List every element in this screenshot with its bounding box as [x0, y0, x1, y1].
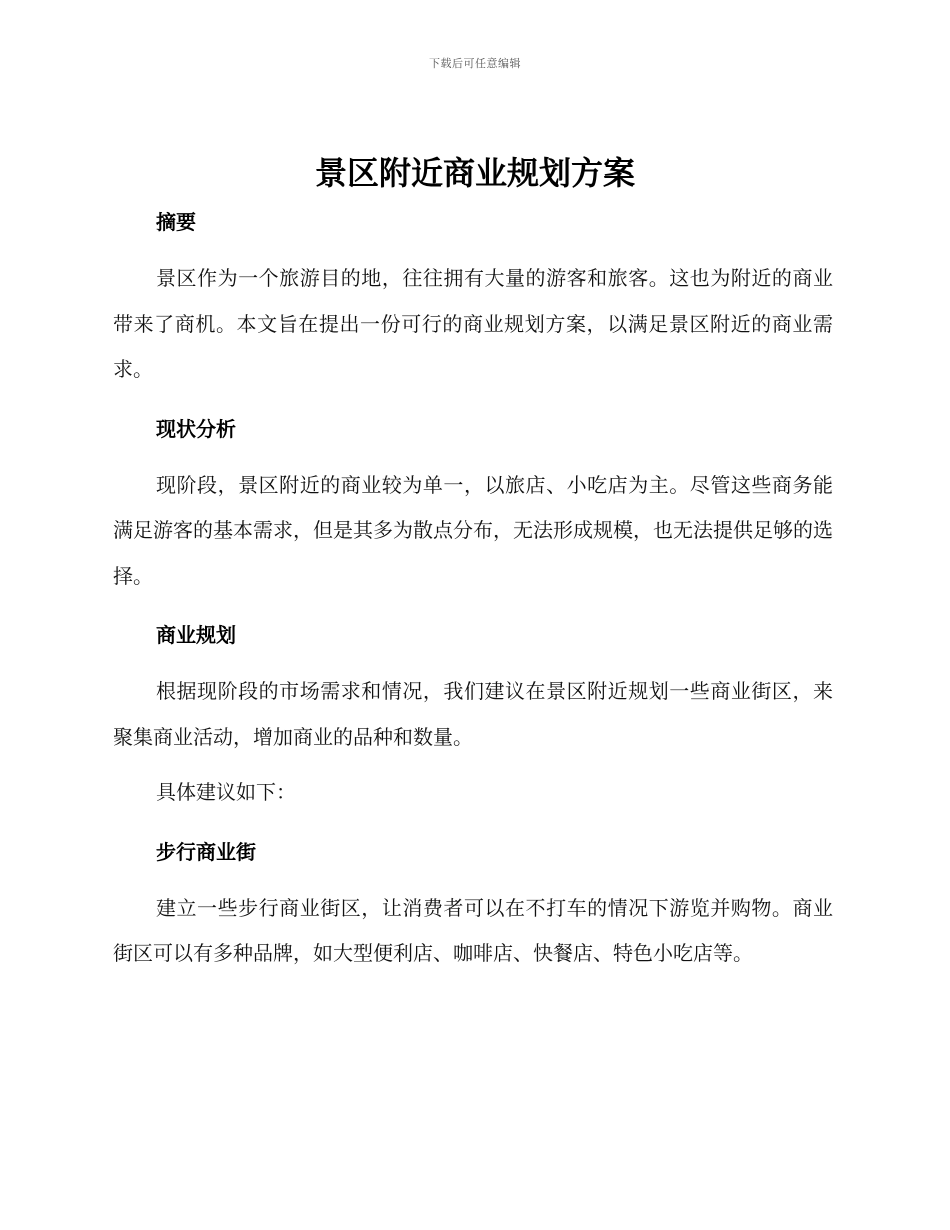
paragraph-abstract: 景区作为一个旅游目的地，往往拥有大量的游客和旅客。这也为附近的商业带来了商机。本文旨在提出一份可行的商业规划方案，以满足景区附近的商业需求。	[113, 266, 833, 381]
paragraph-suggestions-intro: 具体建议如下：	[156, 780, 296, 804]
section-heading-abstract: 摘要	[156, 210, 196, 234]
document-body	[113, 200, 833, 977]
section-heading-business-plan: 商业规划	[156, 623, 236, 647]
paragraph-business-plan: 根据现阶段的市场需求和情况，我们建议在景区附近规划一些商业街区，来聚集商业活动，增加商业的品种和数量。	[113, 679, 833, 749]
section-heading-pedestrian-street: 步行商业街	[156, 839, 256, 864]
paragraph-status-analysis: 现阶段，景区附近的商业较为单一，以旅店、小吃店为主。尽管这些商务能满足游客的基本需求，但是其多为散点分布，无法形成规模，也无法提供足够的选择。	[113, 472, 833, 588]
paragraph-pedestrian-street: 建立一些步行商业街区，让消费者可以在不打车的情况下游览并购物。商业街区可以有多种品牌，如大型便利店、咖啡店、快餐店、特色小吃店等。	[113, 895, 833, 965]
page-header-note: 下载后可任意编辑	[429, 57, 521, 70]
section-heading-status-analysis: 现状分析	[156, 416, 236, 441]
document-title: 景区附近商业规划方案	[314, 154, 635, 192]
